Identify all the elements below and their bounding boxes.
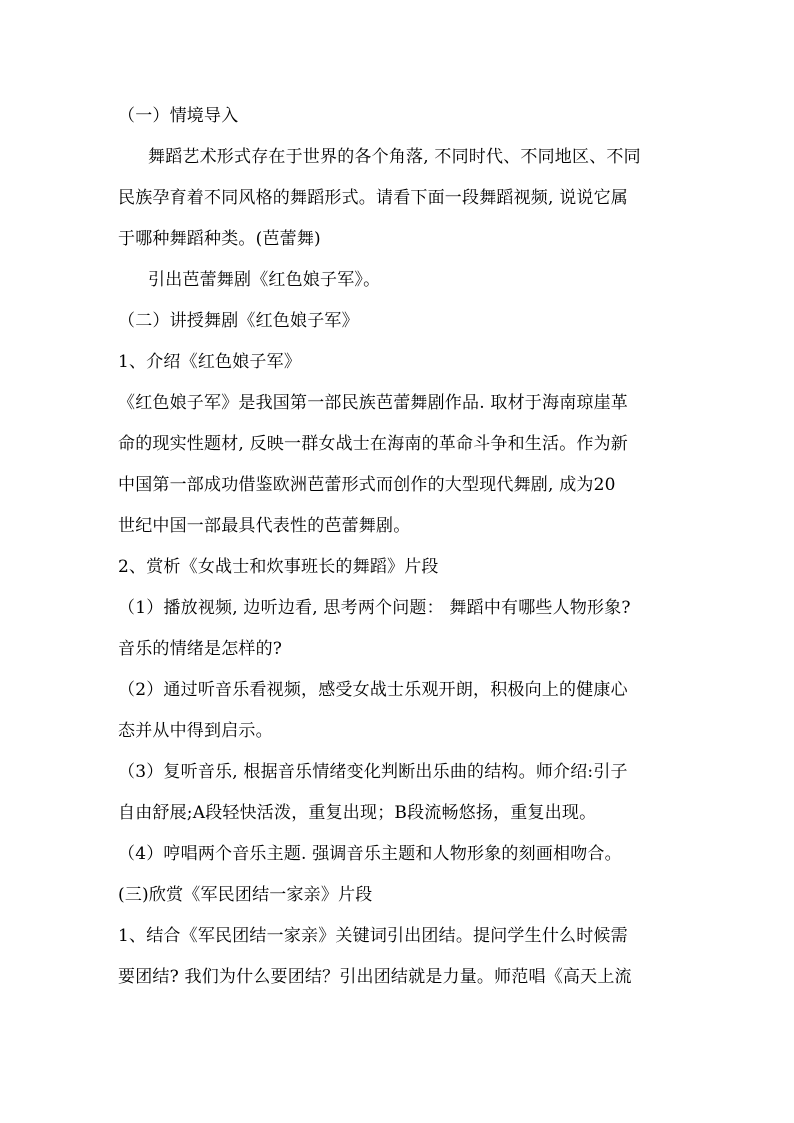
paragraph-line: 1、结合《军民团结一家亲》关键词引出团结。提问学生什么时候需: [118, 926, 628, 946]
paragraph-line: 于哪种舞蹈种类。(芭蕾舞): [118, 229, 321, 249]
paragraph-line: （1）播放视频, 边听边看, 思考两个问题： 舞蹈中有哪些人物形象?: [118, 598, 631, 618]
paragraph-line: 舞蹈艺术形式存在于世界的各个角落, 不同时代、不同地区、不同: [148, 147, 641, 167]
section-heading-2: （二）讲授舞剧《红色娘子军》: [118, 311, 359, 331]
paragraph-line: （3）复听音乐, 根据音乐情绪变化判断出乐曲的结构。师介绍:引子: [118, 762, 628, 782]
paragraph-line: 世纪中国一部最具代表性的芭蕾舞剧。: [118, 516, 411, 536]
paragraph-line: （2）通过听音乐看视频，感受女战士乐观开朗，积极向上的健康心: [118, 680, 628, 700]
section-heading-3: (三)欣赏《军民团结一家亲》片段: [118, 885, 373, 905]
paragraph-line: 《红色娘子军》是我国第一部民族芭蕾舞剧作品. 取材于海南琼崖革: [118, 393, 629, 413]
paragraph-line: 中国第一部成功借鉴欧洲芭蕾形式而创作的大型现代舞剧, 成为20: [118, 475, 616, 495]
subsection-heading: 1、介绍《红色娘子军》: [118, 352, 302, 372]
paragraph-line: 引出芭蕾舞剧《红色娘子军》。: [148, 270, 381, 290]
subsection-heading: 2、赏析《女战士和炊事班长的舞蹈》片段: [118, 557, 439, 577]
paragraph-line: 态并从中得到启示。: [118, 721, 273, 741]
paragraph-line: 自由舒展;A段轻快活泼，重复出现；B段流畅悠扬，重复出现。: [118, 803, 597, 823]
paragraph-line: （4）哼唱两个音乐主题. 强调音乐主题和人物形象的刻画相吻合。: [118, 844, 622, 864]
section-heading-1: （一）情境导入: [118, 106, 239, 126]
paragraph-line: 民族孕育着不同风格的舞蹈形式。请看下面一段舞蹈视频, 说说它属: [118, 188, 629, 208]
paragraph-line: 命的现实性题材, 反映一群女战士在海南的革命斗争和生活。作为新: [118, 434, 629, 454]
paragraph-line: 要团结? 我们为什么要团结？引出团结就是力量。师范唱《高天上流: [118, 967, 632, 987]
paragraph-line: 音乐的情绪是怎样的?: [118, 639, 283, 659]
